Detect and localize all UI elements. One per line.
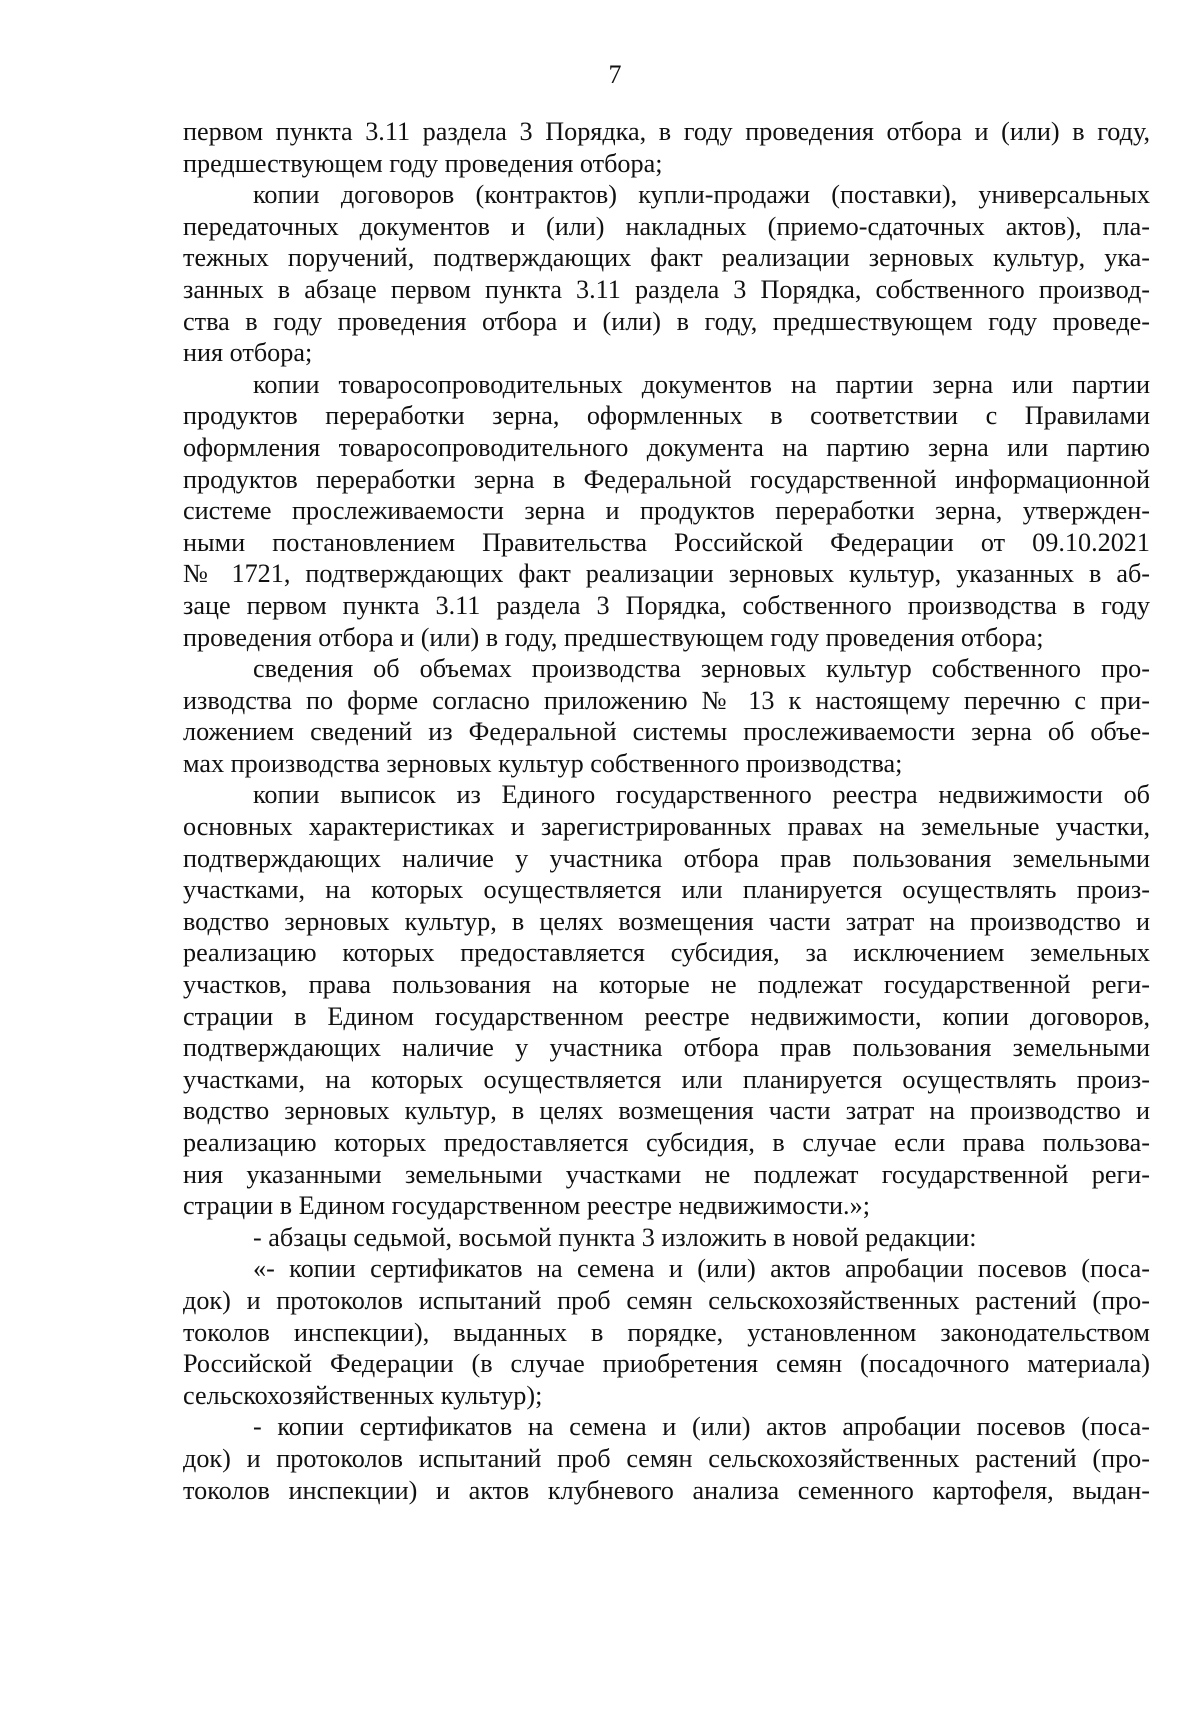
text-line: подтверждающих наличие у участника отбора прав пользования земельными bbox=[183, 1033, 1150, 1063]
text-line: изводства по форме согласно приложению № 13 к настоящему перечню с при- bbox=[183, 685, 1150, 715]
text-line: Российской Федерации (в случае приобретения семян (посадочного материала) bbox=[183, 1349, 1150, 1379]
text-line: реализацию которых предоставляется субсидия, в случае если права пользова- bbox=[183, 1128, 1150, 1157]
document-body bbox=[183, 116, 1150, 1506]
text-line: первом пункта 3.11 раздела 3 Порядка, в году проведения отбора и (или) в году, bbox=[183, 117, 1150, 146]
text-line: страции в Едином государственном реестре недвижимости.»; bbox=[183, 1191, 870, 1221]
text-line: системе прослеживаемости зерна и продуктов переработки зерна, утвержден- bbox=[183, 496, 1150, 526]
text-line: предшествующем году проведения отбора; bbox=[183, 148, 663, 178]
paragraph bbox=[183, 369, 1150, 653]
text-line: «- копии сертификатов на семена и (или) актов апробации посевов (поса- bbox=[253, 1254, 1150, 1284]
text-line: оформления товаросопроводительного документа на партию зерна или партию bbox=[183, 432, 1150, 462]
text-line: токолов инспекции) и актов клубневого анализа семенного картофеля, выдан- bbox=[183, 1475, 1150, 1505]
text-line: ными постановлением Правительства Российской Федерации от 09.10.2021 bbox=[183, 527, 1150, 557]
text-line: док) и протоколов испытаний проб семян сельскохозяйственных растений (про- bbox=[183, 1443, 1150, 1473]
text-line: подтверждающих наличие у участника отбора прав пользования земельными bbox=[183, 843, 1150, 873]
text-line: ния отбора; bbox=[183, 338, 313, 368]
text-line: сельскохозяйственных культур); bbox=[183, 1380, 543, 1410]
text-line: продуктов переработки зерна, оформленных в соответствии с Правилами bbox=[183, 401, 1150, 431]
paragraph bbox=[183, 116, 1150, 179]
paragraph bbox=[183, 1411, 1150, 1506]
page-number: 7 bbox=[608, 60, 622, 89]
text-line: сведения об объемах производства зерновых культур собственного про- bbox=[253, 654, 1150, 684]
text-line: водство зерновых культур, в целях возмещения части затрат на производство и bbox=[183, 906, 1150, 936]
text-line: заце первом пункта 3.11 раздела 3 Порядка, собственного производства в году bbox=[183, 590, 1150, 620]
text-line: ния указанными земельными участками не подлежат государственной реги- bbox=[183, 1159, 1150, 1189]
text-line: токолов инспекции), выданных в порядке, установленном законодательством bbox=[183, 1317, 1150, 1347]
text-line: проведения отбора и (или) в году, предшествующем году проведения отбора; bbox=[183, 622, 1044, 652]
text-line: занных в абзаце первом пункта 3.11 раздела 3 Порядка, собственного производ- bbox=[183, 274, 1150, 304]
text-line: страции в Едином государственном реестре недвижимости, копии договоров, bbox=[183, 1001, 1150, 1031]
text-line: док) и протоколов испытаний проб семян сельскохозяйственных растений (про- bbox=[183, 1285, 1150, 1315]
paragraph bbox=[183, 1222, 1150, 1254]
text-line: - абзацы седьмой, восьмой пункта 3 изложить в новой редакции: bbox=[253, 1222, 977, 1252]
text-line: ложением сведений из Федеральной системы прослеживаемости зерна об объе- bbox=[183, 717, 1150, 747]
text-line: тежных поручений, подтверждающих факт реализации зерновых культур, ука- bbox=[183, 243, 1150, 273]
text-line: передаточных документов и (или) накладных (приемо-сдаточных актов), пла- bbox=[183, 211, 1150, 241]
text-line: продуктов переработки зерна в Федеральной государственной информационной bbox=[183, 464, 1150, 494]
text-line: № 1721, подтверждающих факт реализации зерновых культур, указанных в аб- bbox=[183, 559, 1150, 589]
text-line: водство зерновых культур, в целях возмещения части затрат на производство и bbox=[183, 1096, 1150, 1126]
text-line: копии выписок из Единого государственного реестра недвижимости об bbox=[253, 780, 1150, 810]
text-line: мах производства зерновых культур собственного производства; bbox=[183, 748, 903, 778]
text-line: копии договоров (контрактов) купли-продажи (поставки), универсальных bbox=[253, 180, 1150, 210]
paragraph bbox=[183, 1253, 1150, 1411]
text-line: участков, права пользования на которые не подлежат государственной реги- bbox=[183, 970, 1150, 1000]
text-line: - копии сертификатов на семена и (или) актов апробации посевов (поса- bbox=[253, 1412, 1150, 1442]
text-line: реализацию которых предоставляется субсидия, за исключением земельных bbox=[183, 938, 1150, 968]
text-line: участками, на которых осуществляется или планируется осуществлять произ- bbox=[183, 875, 1150, 905]
text-line: ства в году проведения отбора и (или) в году, предшествующем году проведе- bbox=[183, 306, 1150, 336]
text-line: основных характеристиках и зарегистрированных правах на земельные участки, bbox=[183, 812, 1150, 842]
text-line: копии товаросопроводительных документов на партии зерна или партии bbox=[253, 369, 1150, 399]
text-line: участками, на которых осуществляется или планируется осуществлять произ- bbox=[183, 1064, 1150, 1094]
paragraph bbox=[183, 779, 1150, 1221]
paragraph bbox=[183, 653, 1150, 779]
paragraph bbox=[183, 179, 1150, 369]
